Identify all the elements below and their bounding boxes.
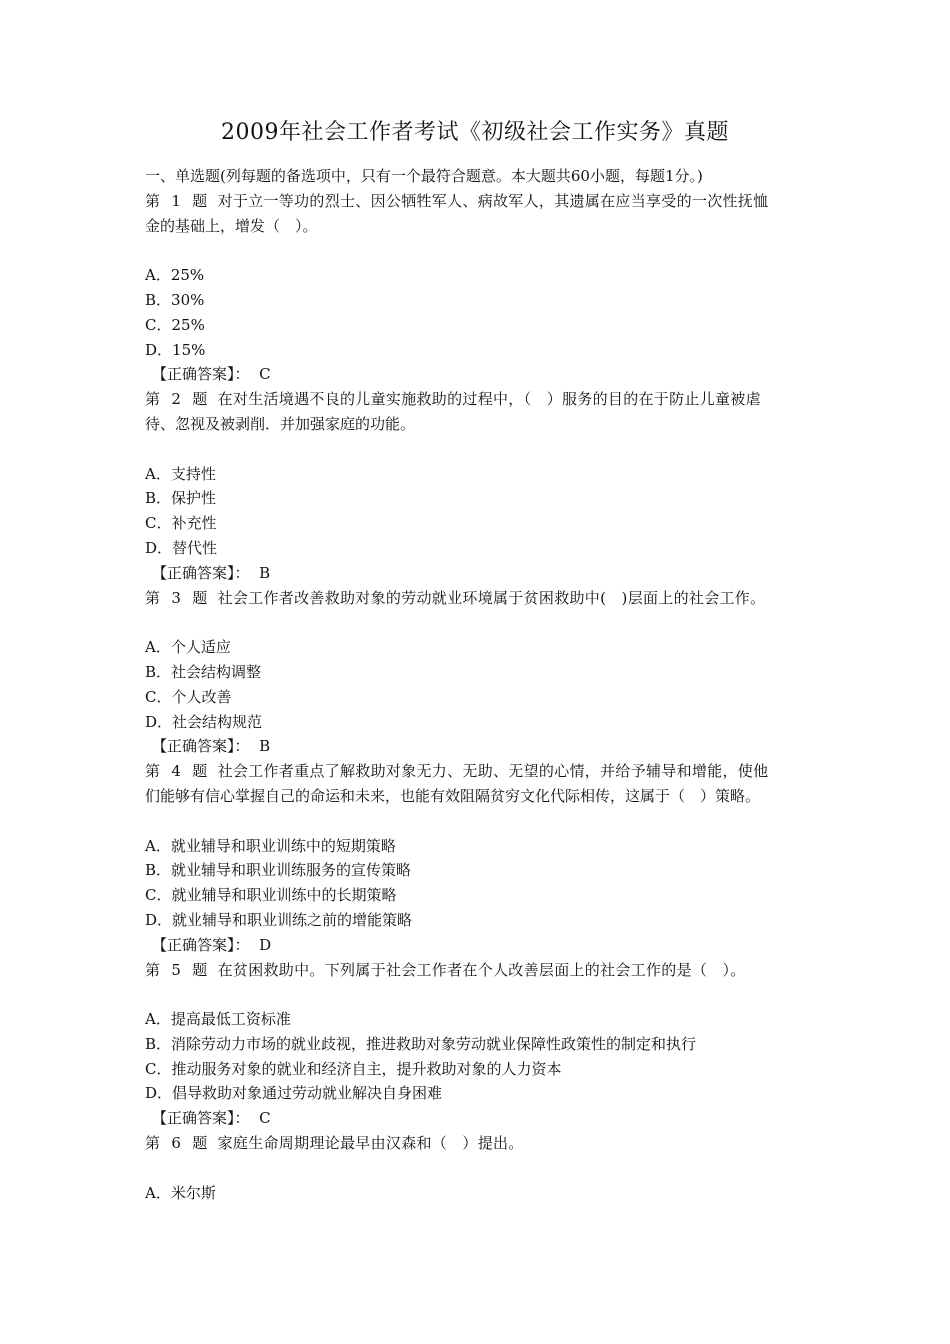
answer-value: B [259, 563, 271, 582]
option-c: C．就业辅导和职业训练中的长期策略 [145, 886, 397, 905]
question-number: 第 5 题 [145, 960, 208, 979]
spacer [145, 437, 810, 462]
spacer [145, 809, 810, 834]
question-number: 第 4 题 [145, 762, 208, 781]
question-text-line-1 [145, 1131, 810, 1156]
spacer [145, 238, 810, 263]
question-number: 第 3 题 [145, 588, 208, 607]
question-number: 第 6 题 [145, 1134, 208, 1153]
question-text-line-1 [145, 189, 810, 214]
answer-value: D [259, 935, 272, 954]
option-c: C．25% [145, 315, 205, 334]
answer-value: C [259, 365, 271, 384]
option-c: C．个人改善 [145, 687, 232, 706]
option-a: A．就业辅导和职业训练中的短期策略 [145, 836, 396, 855]
option-a: A．个人适应 [145, 638, 231, 657]
question-block [145, 387, 810, 585]
spacer [145, 610, 810, 635]
option-b: B．30% [145, 290, 205, 309]
option-a: A．提高最低工资标准 [145, 1010, 291, 1029]
option-d: D．15% [145, 340, 206, 359]
correct-answer [145, 933, 810, 958]
answer-label: 【正确答案】： [152, 1109, 250, 1128]
question-text: 在贫困救助中。下列属于社会工作者在个人改善层面上的社会工作的是（ ）。 [217, 960, 746, 979]
question-text-line-2: 金的基础上，增发（ ）。 [145, 216, 318, 235]
option-b: B．消除劳动力市场的就业歧视，推进救助对象劳动就业保障性政策性的制定和执行 [145, 1034, 697, 1053]
answer-label: 【正确答案】： [152, 365, 250, 384]
question-block [145, 759, 810, 957]
question-text-line-1 [145, 586, 810, 611]
document-title: 2009年社会工作者考试《初级社会工作实务》真题 [221, 120, 729, 145]
question-block [145, 1131, 810, 1205]
question-text-line-2: 待、忽视及被剥削．并加强家庭的功能。 [145, 414, 416, 433]
option-d: D．就业辅导和职业训练之前的增能策略 [145, 910, 413, 929]
correct-answer [145, 362, 810, 387]
spacer [145, 1156, 810, 1181]
option-a: A．米尔斯 [145, 1183, 216, 1202]
spacer [145, 982, 810, 1007]
document-body [145, 164, 810, 1205]
question-text-line-1 [145, 958, 810, 983]
answer-value: B [259, 737, 271, 756]
option-b: B．就业辅导和职业训练服务的宣传策略 [145, 861, 412, 880]
question-number: 第 2 题 [145, 390, 208, 409]
option-a: A．25% [145, 266, 205, 285]
option-c: C．补充性 [145, 514, 217, 533]
correct-answer [145, 561, 810, 586]
question-text: 社会工作者改善救助对象的劳动就业环境属于贫困救助中( )层面上的社会工作。 [217, 588, 766, 607]
question-block [145, 958, 810, 1132]
answer-label: 【正确答案】： [152, 737, 250, 756]
question-text: 在对生活境遇不良的儿童实施救助的过程中，（ ）服务的目的在于防止儿童被虐 [217, 390, 761, 409]
answer-label: 【正确答案】： [152, 563, 250, 582]
section-heading: 一、单选题(列每题的备选项中，只有一个最符合题意。本大题共60小题，每题1分。) [145, 167, 703, 185]
question-block [145, 189, 810, 387]
correct-answer [145, 1106, 810, 1131]
option-b: B．保护性 [145, 489, 217, 508]
option-d: D．社会结构规范 [145, 712, 263, 731]
option-a: A．支持性 [145, 464, 216, 483]
option-c: C．推动服务对象的就业和经济自主，提升救助对象的人力资本 [145, 1059, 562, 1078]
answer-value: C [259, 1109, 271, 1128]
question-number: 第 1 题 [145, 191, 208, 210]
question-text-line-2: 们能够有信心掌握自己的命运和未来，也能有效阻隔贫穷文化代际相传，这属于（ ）策略。 [145, 786, 761, 805]
question-text: 对于立一等功的烈士、因公牺牲军人、病故军人，其遗属在应当享受的一次性抚恤 [217, 191, 769, 210]
answer-label: 【正确答案】： [152, 935, 250, 954]
option-d: D．倡导救助对象通过劳动就业解决自身困难 [145, 1084, 443, 1103]
question-text-line-1 [145, 387, 810, 412]
question-text: 社会工作者重点了解救助对象无力、无助、无望的心情，并给予辅导和增能，使他 [217, 762, 769, 781]
question-text-line-1 [145, 759, 810, 784]
option-d: D．替代性 [145, 538, 218, 557]
option-b: B．社会结构调整 [145, 662, 262, 681]
correct-answer [145, 734, 810, 759]
question-block [145, 586, 810, 760]
question-text: 家庭生命周期理论最早由汉森和（ ）提出。 [217, 1134, 524, 1153]
